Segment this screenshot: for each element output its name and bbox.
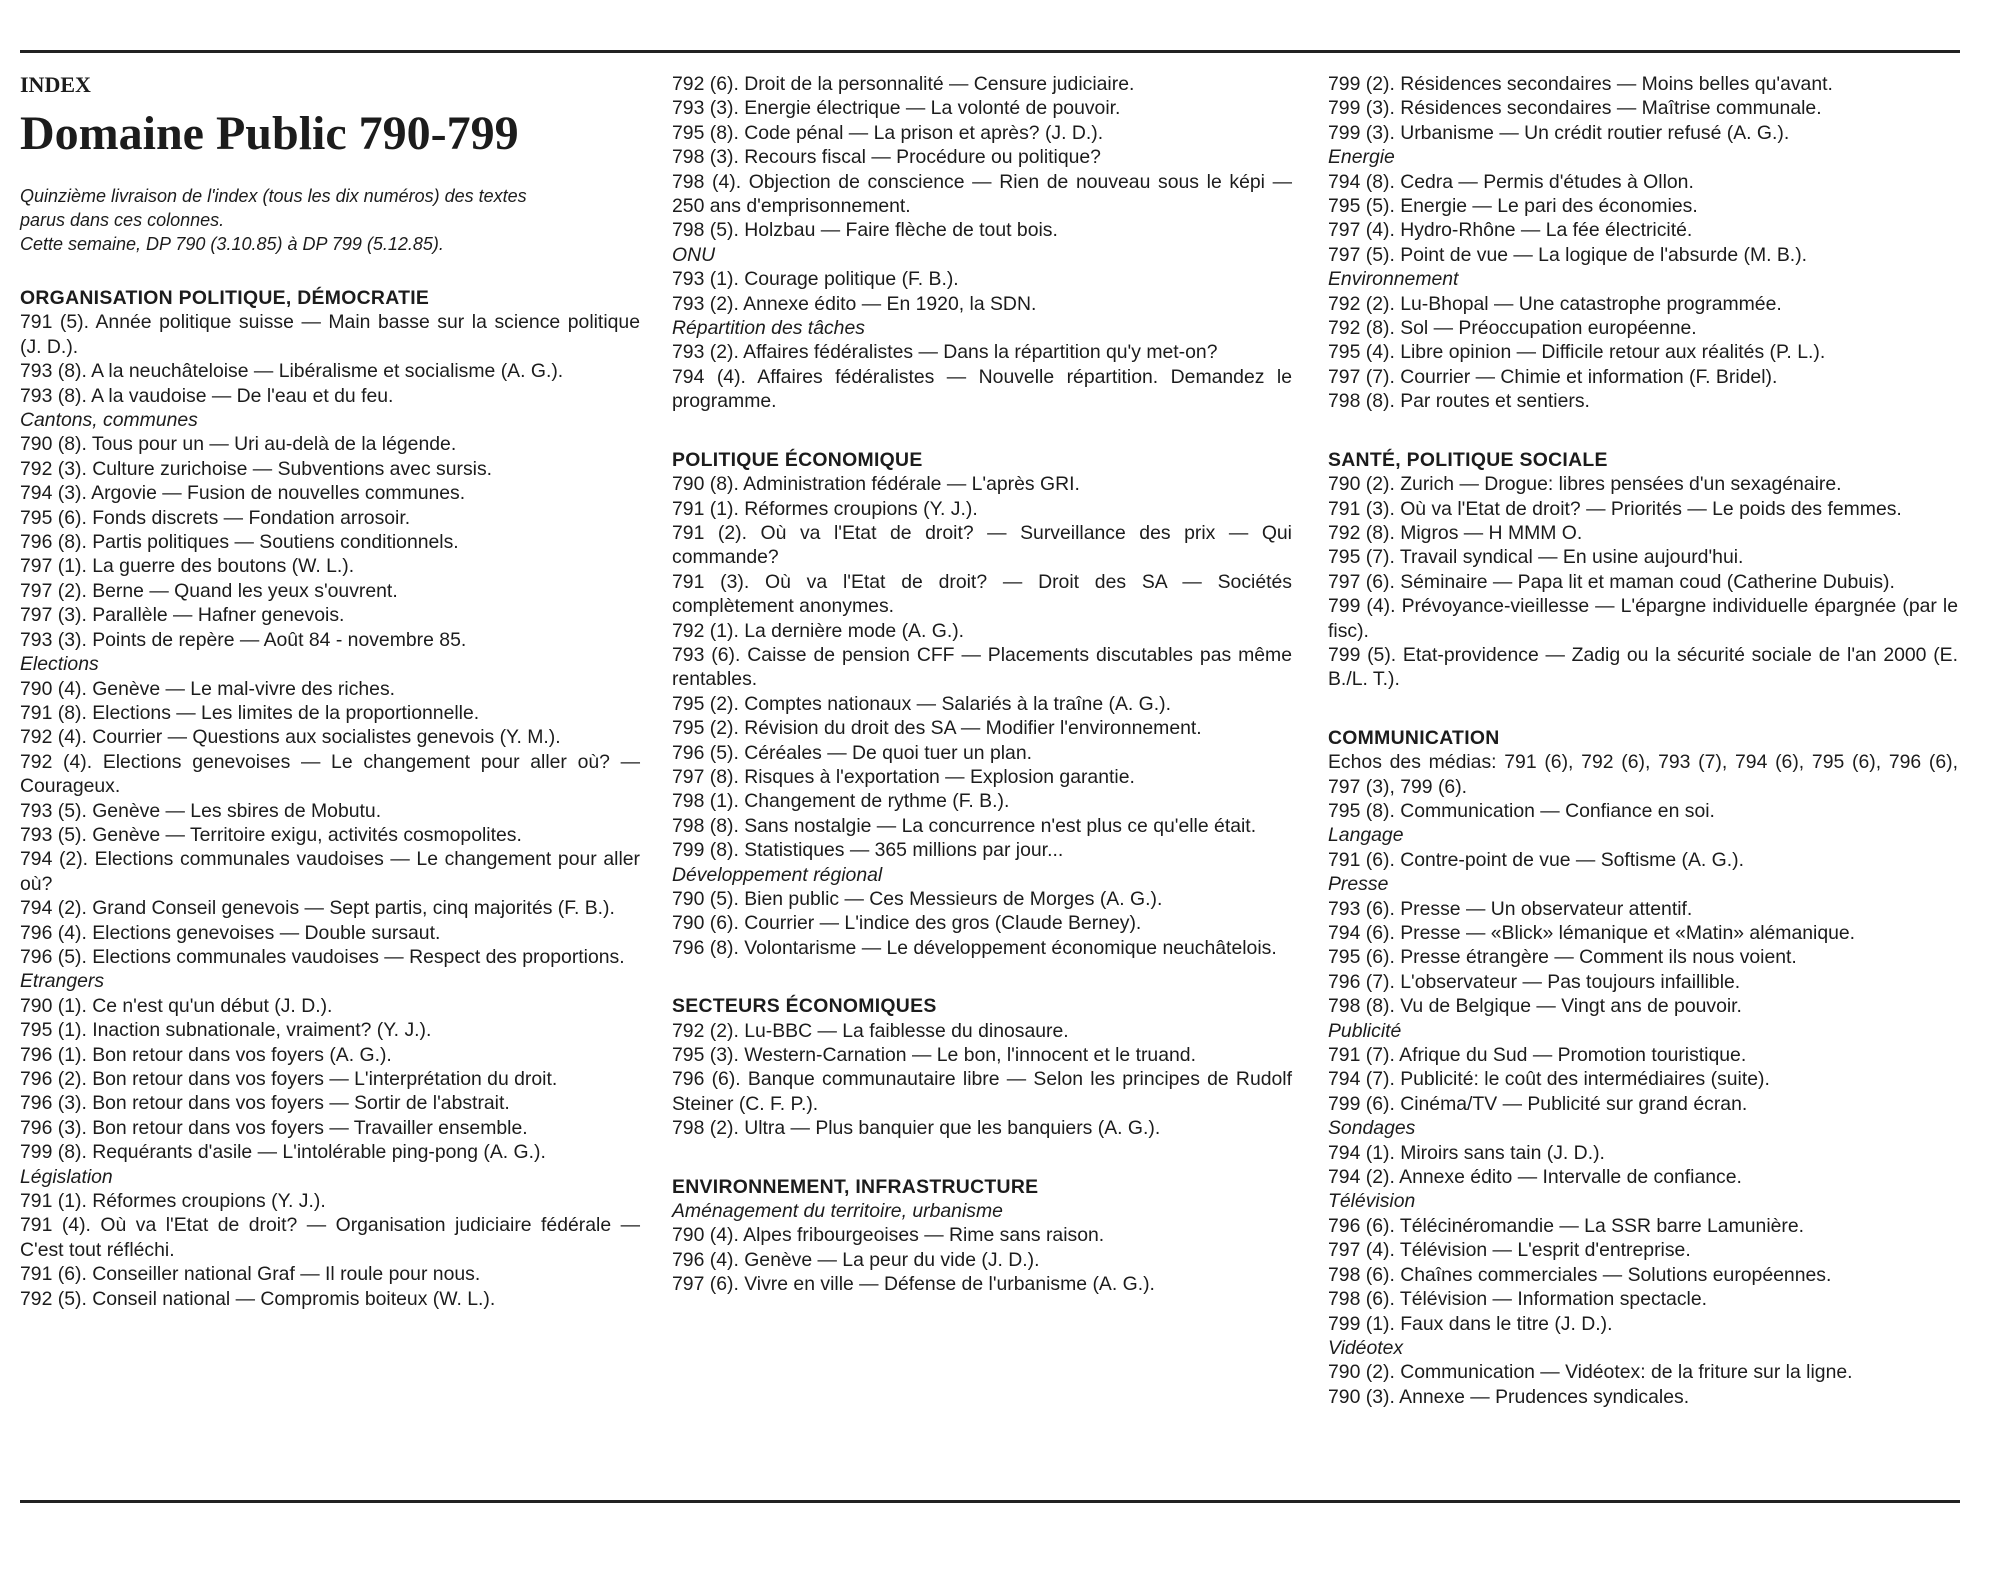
index-entry: 797 (2). Berne — Quand les yeux s'ouvrent. — [20, 579, 398, 602]
index-entry: 797 (7). Courrier — Chimie et information (F. Bridel). — [1328, 365, 1778, 388]
index-entry: 797 (6). Vivre en ville — Défense de l'urbanisme (A. G.). — [672, 1273, 1155, 1296]
index-entry: 791 (1). Réformes croupions (Y. J.). — [672, 497, 978, 520]
subsection-heading: Publicité — [1328, 1019, 1402, 1042]
index-entry: 796 (5). Céréales — De quoi tuer un plan. — [672, 741, 1033, 764]
index-entry: 791 (3). Où va l'Etat de droit? — Priorités — Le poids des femmes. — [1328, 497, 1902, 520]
index-entry: 794 (1). Miroirs sans tain (J. D.). — [1328, 1141, 1605, 1164]
index-entry: 791 (3). Où va l'Etat de droit? — Droit des SA — Sociétés complètement anonymes. — [672, 570, 1292, 618]
index-entry: 793 (8). A la vaudoise — De l'eau et du feu. — [20, 384, 394, 407]
section-heading: COMMUNICATION — [1328, 726, 1500, 749]
intro-line: Cette semaine, DP 790 (3.10.85) à DP 799 (5.12.85). — [20, 234, 444, 254]
index-entry: 798 (3). Recours fiscal — Procédure ou politique? — [672, 146, 1101, 169]
index-entry: 790 (5). Bien public — Ces Messieurs de Morges (A. G.). — [672, 888, 1163, 910]
index-entry: 794 (3). Argovie — Fusion de nouvelles communes. — [20, 482, 466, 505]
index-entry: 798 (6). Télévision — Information spectacle. — [1328, 1288, 1708, 1311]
intro-line: Quinzième livraison de l'index (tous les dix numéros) des textes — [20, 186, 527, 206]
index-entry: 797 (1). La guerre des boutons (W. L.). — [20, 555, 355, 578]
intro-line: parus dans ces colonnes. — [20, 210, 225, 230]
index-entry: 799 (2). Résidences secondaires — Moins belles qu'avant. — [1328, 73, 1833, 95]
index-entry: 791 (5). Année politique suisse — Main basse sur la science politique (J. D.). — [20, 311, 640, 358]
index-entry: 798 (4). Objection de conscience — Rien de nouveau sous le képi — 250 ans d'emprisonnement. — [672, 170, 1292, 218]
index-entry: 791 (2). Où va l'Etat de droit? — Surveillance des prix — Qui commande? — [672, 521, 1292, 569]
index-entry: 792 (6). Droit de la personnalité — Censure judiciaire. — [672, 73, 1135, 95]
index-entry: 798 (8). Vu de Belgique — Vingt ans de pouvoir. — [1328, 995, 1742, 1018]
index-entry: 798 (2). Ultra — Plus banquier que les banquiers (A. G.). — [672, 1117, 1161, 1140]
index-entry: 797 (3). Parallèle — Hafner genevois. — [20, 604, 345, 627]
index-entry: 799 (6). Cinéma/TV — Publicité sur grand écran. — [1328, 1092, 1748, 1115]
index-entry: 799 (4). Prévoyance-vieillesse — L'épargne individuelle épargnée (par le fisc). — [1328, 595, 1958, 642]
index-entry: 794 (7). Publicité: le coût des intermédiaires (suite). — [1328, 1068, 1770, 1091]
index-entry: 795 (8). Communication — Confiance en soi. — [1328, 799, 1715, 822]
index-entry: 792 (2). Lu-BBC — La faiblesse du dinosaure. — [672, 1019, 1069, 1042]
subsection-heading: ONU — [672, 243, 716, 266]
index-entry: 797 (4). Télévision — L'esprit d'entreprise. — [1328, 1239, 1691, 1262]
index-entry: 799 (3). Résidences secondaires — Maîtrise communale. — [1328, 97, 1822, 120]
index-entry: 795 (2). Révision du droit des SA — Modifier l'environnement. — [672, 717, 1202, 740]
index-entry: 798 (8). Sans nostalgie — La concurrence n'est plus ce qu'elle était. — [672, 814, 1257, 837]
index-column-1 — [20, 72, 640, 1311]
index-entry: 794 (2). Elections communales vaudoises — Le changement pour aller où? — [20, 848, 640, 895]
index-entry: 793 (3). Points de repère — Août 84 - novembre 85. — [20, 628, 467, 651]
subsection-heading: Développement régional — [672, 863, 883, 886]
index-entry: 796 (6). Télécinéromandie — La SSR barre Lamunière. — [1328, 1214, 1805, 1237]
subsection-heading: Aménagement du territoire, urbanisme — [672, 1200, 1003, 1223]
index-entry: 791 (1). Réformes croupions (Y. J.). — [20, 1190, 326, 1213]
index-entry: 793 (3). Energie électrique — La volonté de pouvoir. — [672, 97, 1121, 120]
index-entry: 792 (3). Culture zurichoise — Subventions avec sursis. — [20, 457, 493, 480]
index-entry: 796 (3). Bon retour dans vos foyers — Sortir de l'abstrait. — [20, 1092, 510, 1115]
section-heading: ENVIRONNEMENT, INFRASTRUCTURE — [672, 1175, 1039, 1198]
index-entry: 799 (1). Faux dans le titre (J. D.). — [1328, 1312, 1613, 1335]
index-entry: 794 (2). Annexe édito — Intervalle de confiance. — [1328, 1166, 1742, 1189]
index-entry: 790 (3). Annexe — Prudences syndicales. — [1328, 1385, 1690, 1408]
index-entry: 792 (8). Sol — Préoccupation européenne. — [1328, 317, 1697, 340]
index-entry: 793 (1). Courage politique (F. B.). — [672, 268, 959, 291]
index-entry: 795 (2). Comptes nationaux — Salariés à la traîne (A. G.). — [672, 692, 1171, 715]
index-entry: 796 (3). Bon retour dans vos foyers — Travailler ensemble. — [20, 1116, 528, 1139]
index-entry: 791 (7). Afrique du Sud — Promotion touristique. — [1328, 1044, 1747, 1067]
index-entry: 797 (4). Hydro-Rhône — La fée électricité. — [1328, 219, 1693, 242]
subsection-heading: Elections — [20, 653, 99, 676]
index-entry: 799 (8). Requérants d'asile — L'intolérable ping-pong (A. G.). — [20, 1141, 546, 1164]
index-entry: 796 (2). Bon retour dans vos foyers — L'interprétation du droit. — [20, 1068, 558, 1090]
index-entry: 793 (8). A la neuchâteloise — Libéralisme et socialisme (A. G.). — [20, 360, 564, 383]
subsection-heading: Presse — [1328, 873, 1389, 896]
index-entry: 796 (1). Bon retour dans vos foyers (A. G.). — [20, 1043, 392, 1066]
index-entry: 797 (5). Point de vue — La logique de l'absurde (M. B.). — [1328, 243, 1808, 266]
index-entry: 794 (8). Cedra — Permis d'études à Ollon. — [1328, 170, 1694, 193]
index-entry: 793 (2). Annexe édito — En 1920, la SDN. — [672, 292, 1037, 315]
column-body — [20, 286, 640, 1311]
subsection-heading: Vidéotex — [1328, 1336, 1404, 1359]
index-column-2 — [672, 72, 1292, 1297]
index-entry: 791 (4). Où va l'Etat de droit? — Organisation judiciaire fédérale — C'est tout réfléchi. — [20, 1214, 640, 1261]
index-entry: 795 (5). Energie — Le pari des économies. — [1328, 195, 1698, 218]
index-entry: 790 (2). Communication — Vidéotex: de la friture sur la ligne. — [1328, 1361, 1853, 1384]
index-entry: 790 (2). Zurich — Drogue: libres pensées d'un sexagénaire. — [1328, 473, 1842, 496]
index-entry: 795 (6). Fonds discrets — Fondation arrosoir. — [20, 506, 411, 529]
index-entry: 796 (6). Banque communautaire libre — Selon les principes de Rudolf Steiner (C. F. P.). — [672, 1068, 1292, 1115]
subsection-heading: Langage — [1328, 824, 1404, 847]
index-entry: 790 (4). Alpes fribourgeoises — Rime sans raison. — [672, 1224, 1105, 1247]
index-entry: 796 (7). L'observateur — Pas toujours infaillible. — [1328, 970, 1741, 993]
index-entry: 792 (1). La dernière mode (A. G.). — [672, 619, 965, 642]
subsection-heading: Environnement — [1328, 268, 1459, 291]
column-body — [1328, 72, 1958, 1409]
bottom-rule — [20, 1500, 1960, 1503]
index-entry: 792 (8). Migros — H MMM O. — [1328, 521, 1583, 544]
index-entry: 793 (6). Presse — Un observateur attentif. — [1328, 897, 1693, 920]
section-heading: SECTEURS ÉCONOMIQUES — [672, 995, 937, 1018]
page-title: Domaine Public 790-799 — [20, 107, 519, 160]
section-heading: POLITIQUE ÉCONOMIQUE — [672, 448, 923, 471]
section-heading: SANTÉ, POLITIQUE SOCIALE — [1328, 448, 1608, 471]
index-entry: 790 (4). Genève — Le mal-vivre des riches. — [20, 677, 396, 700]
index-entry: 796 (4). Genève — La peur du vide (J. D.). — [672, 1248, 1040, 1271]
index-entry: 795 (7). Travail syndical — En usine aujourd'hui. — [1328, 546, 1744, 569]
index-entry: 790 (8). Tous pour un — Uri au-delà de la légende. — [20, 433, 457, 456]
index-entry: 798 (8). Par routes et sentiers. — [1328, 390, 1590, 413]
index-entry: 792 (4). Elections genevoises — Le changement pour aller où? — Courageux. — [20, 750, 640, 798]
index-entry: 794 (2). Grand Conseil genevois — Sept partis, cinq majorités (F. B.). — [20, 897, 615, 920]
index-entry: 799 (5). Etat-providence — Zadig ou la sécurité sociale de l'an 2000 (E. B./L. T.). — [1328, 643, 1958, 691]
subsection-heading: Energie — [1328, 146, 1395, 169]
index-entry: 792 (2). Lu-Bhopal — Une catastrophe programmée. — [1328, 292, 1782, 315]
index-entry: 791 (6). Contre-point de vue — Softisme (A. G.). — [1328, 848, 1744, 871]
index-entry: 795 (8). Code pénal — La prison et après? (J. D.). — [672, 121, 1104, 144]
index-entry: Echos des médias: 791 (6), 792 (6), 793 (7), 794 (6), 795 (6), 796 (6), 797 (3), 799 (6). — [1328, 751, 1958, 798]
top-rule — [20, 50, 1960, 53]
index-entry: 796 (8). Volontarisme — Le développement économique neuchâtelois. — [672, 936, 1277, 959]
index-entry: 798 (5). Holzbau — Faire flèche de tout bois. — [672, 219, 1058, 242]
index-entry: 793 (2). Affaires fédéralistes — Dans la répartition qu'y met-on? — [672, 341, 1218, 364]
index-entry: 790 (8). Administration fédérale — L'après GRI. — [672, 473, 1080, 496]
index-kicker: INDEX — [20, 72, 91, 97]
column-body — [672, 72, 1292, 1297]
index-entry: 795 (1). Inaction subnationale, vraiment? (Y. J.). — [20, 1019, 432, 1042]
subsection-heading: Répartition des tâches — [672, 317, 865, 340]
index-entry: 790 (6). Courrier — L'indice des gros (Claude Berney). — [672, 912, 1142, 935]
index-entry: 793 (5). Genève — Territoire exigu, activités cosmopolites. — [20, 823, 522, 846]
index-entry: 791 (6). Conseiller national Graf — Il roule pour nous. — [20, 1263, 481, 1286]
subsection-heading: Législation — [20, 1165, 113, 1188]
index-column-3 — [1328, 72, 1958, 1409]
index-entry: 798 (6). Chaînes commerciales — Solutions européennes. — [1328, 1263, 1832, 1286]
subsection-heading: Cantons, communes — [20, 409, 198, 432]
index-entry: 791 (8). Elections — Les limites de la proportionnelle. — [20, 701, 480, 724]
index-entry: 796 (5). Elections communales vaudoises — Respect des proportions. — [20, 945, 625, 968]
index-entry: 796 (8). Partis politiques — Soutiens conditionnels. — [20, 531, 459, 554]
intro-text — [20, 184, 640, 256]
index-entry: 797 (8). Risques à l'exportation — Explosion garantie. — [672, 765, 1135, 788]
index-entry: 790 (1). Ce n'est qu'un début (J. D.). — [20, 994, 333, 1017]
section-heading: ORGANISATION POLITIQUE, DÉMOCRATIE — [20, 287, 430, 309]
index-entry: 795 (3). Western-Carnation — Le bon, l'innocent et le truand. — [672, 1044, 1196, 1067]
subsection-heading: Etrangers — [20, 970, 105, 993]
index-entry: 792 (5). Conseil national — Compromis boiteux (W. L.). — [20, 1287, 496, 1310]
index-entry: 799 (8). Statistiques — 365 millions par jour... — [672, 839, 1064, 862]
index-entry: 795 (4). Libre opinion — Difficile retour aux réalités (P. L.). — [1328, 341, 1826, 364]
index-entry: 796 (4). Elections genevoises — Double sursaut. — [20, 921, 441, 944]
index-entry: 798 (1). Changement de rythme (F. B.). — [672, 790, 1010, 813]
index-entry: 795 (6). Presse étrangère — Comment ils nous voient. — [1328, 946, 1797, 969]
index-entry: 797 (6). Séminaire — Papa lit et maman coud (Catherine Dubuis). — [1328, 570, 1895, 593]
index-entry: 799 (3). Urbanisme — Un crédit routier refusé (A. G.). — [1328, 121, 1790, 144]
index-entry: 792 (4). Courrier — Questions aux socialistes genevois (Y. M.). — [20, 726, 561, 749]
index-entry: 794 (6). Presse — «Blick» lémanique et «Matin» alémanique. — [1328, 922, 1856, 944]
index-entry: 793 (5). Genève — Les sbires de Mobutu. — [20, 799, 382, 822]
subsection-heading: Sondages — [1328, 1117, 1416, 1140]
subsection-heading: Télévision — [1328, 1190, 1416, 1213]
index-entry: 794 (4). Affaires fédéralistes — Nouvelle répartition. Demandez le programme. — [672, 365, 1292, 413]
index-entry: 793 (6). Caisse de pension CFF — Placements discutables pas même rentables. — [672, 643, 1292, 691]
